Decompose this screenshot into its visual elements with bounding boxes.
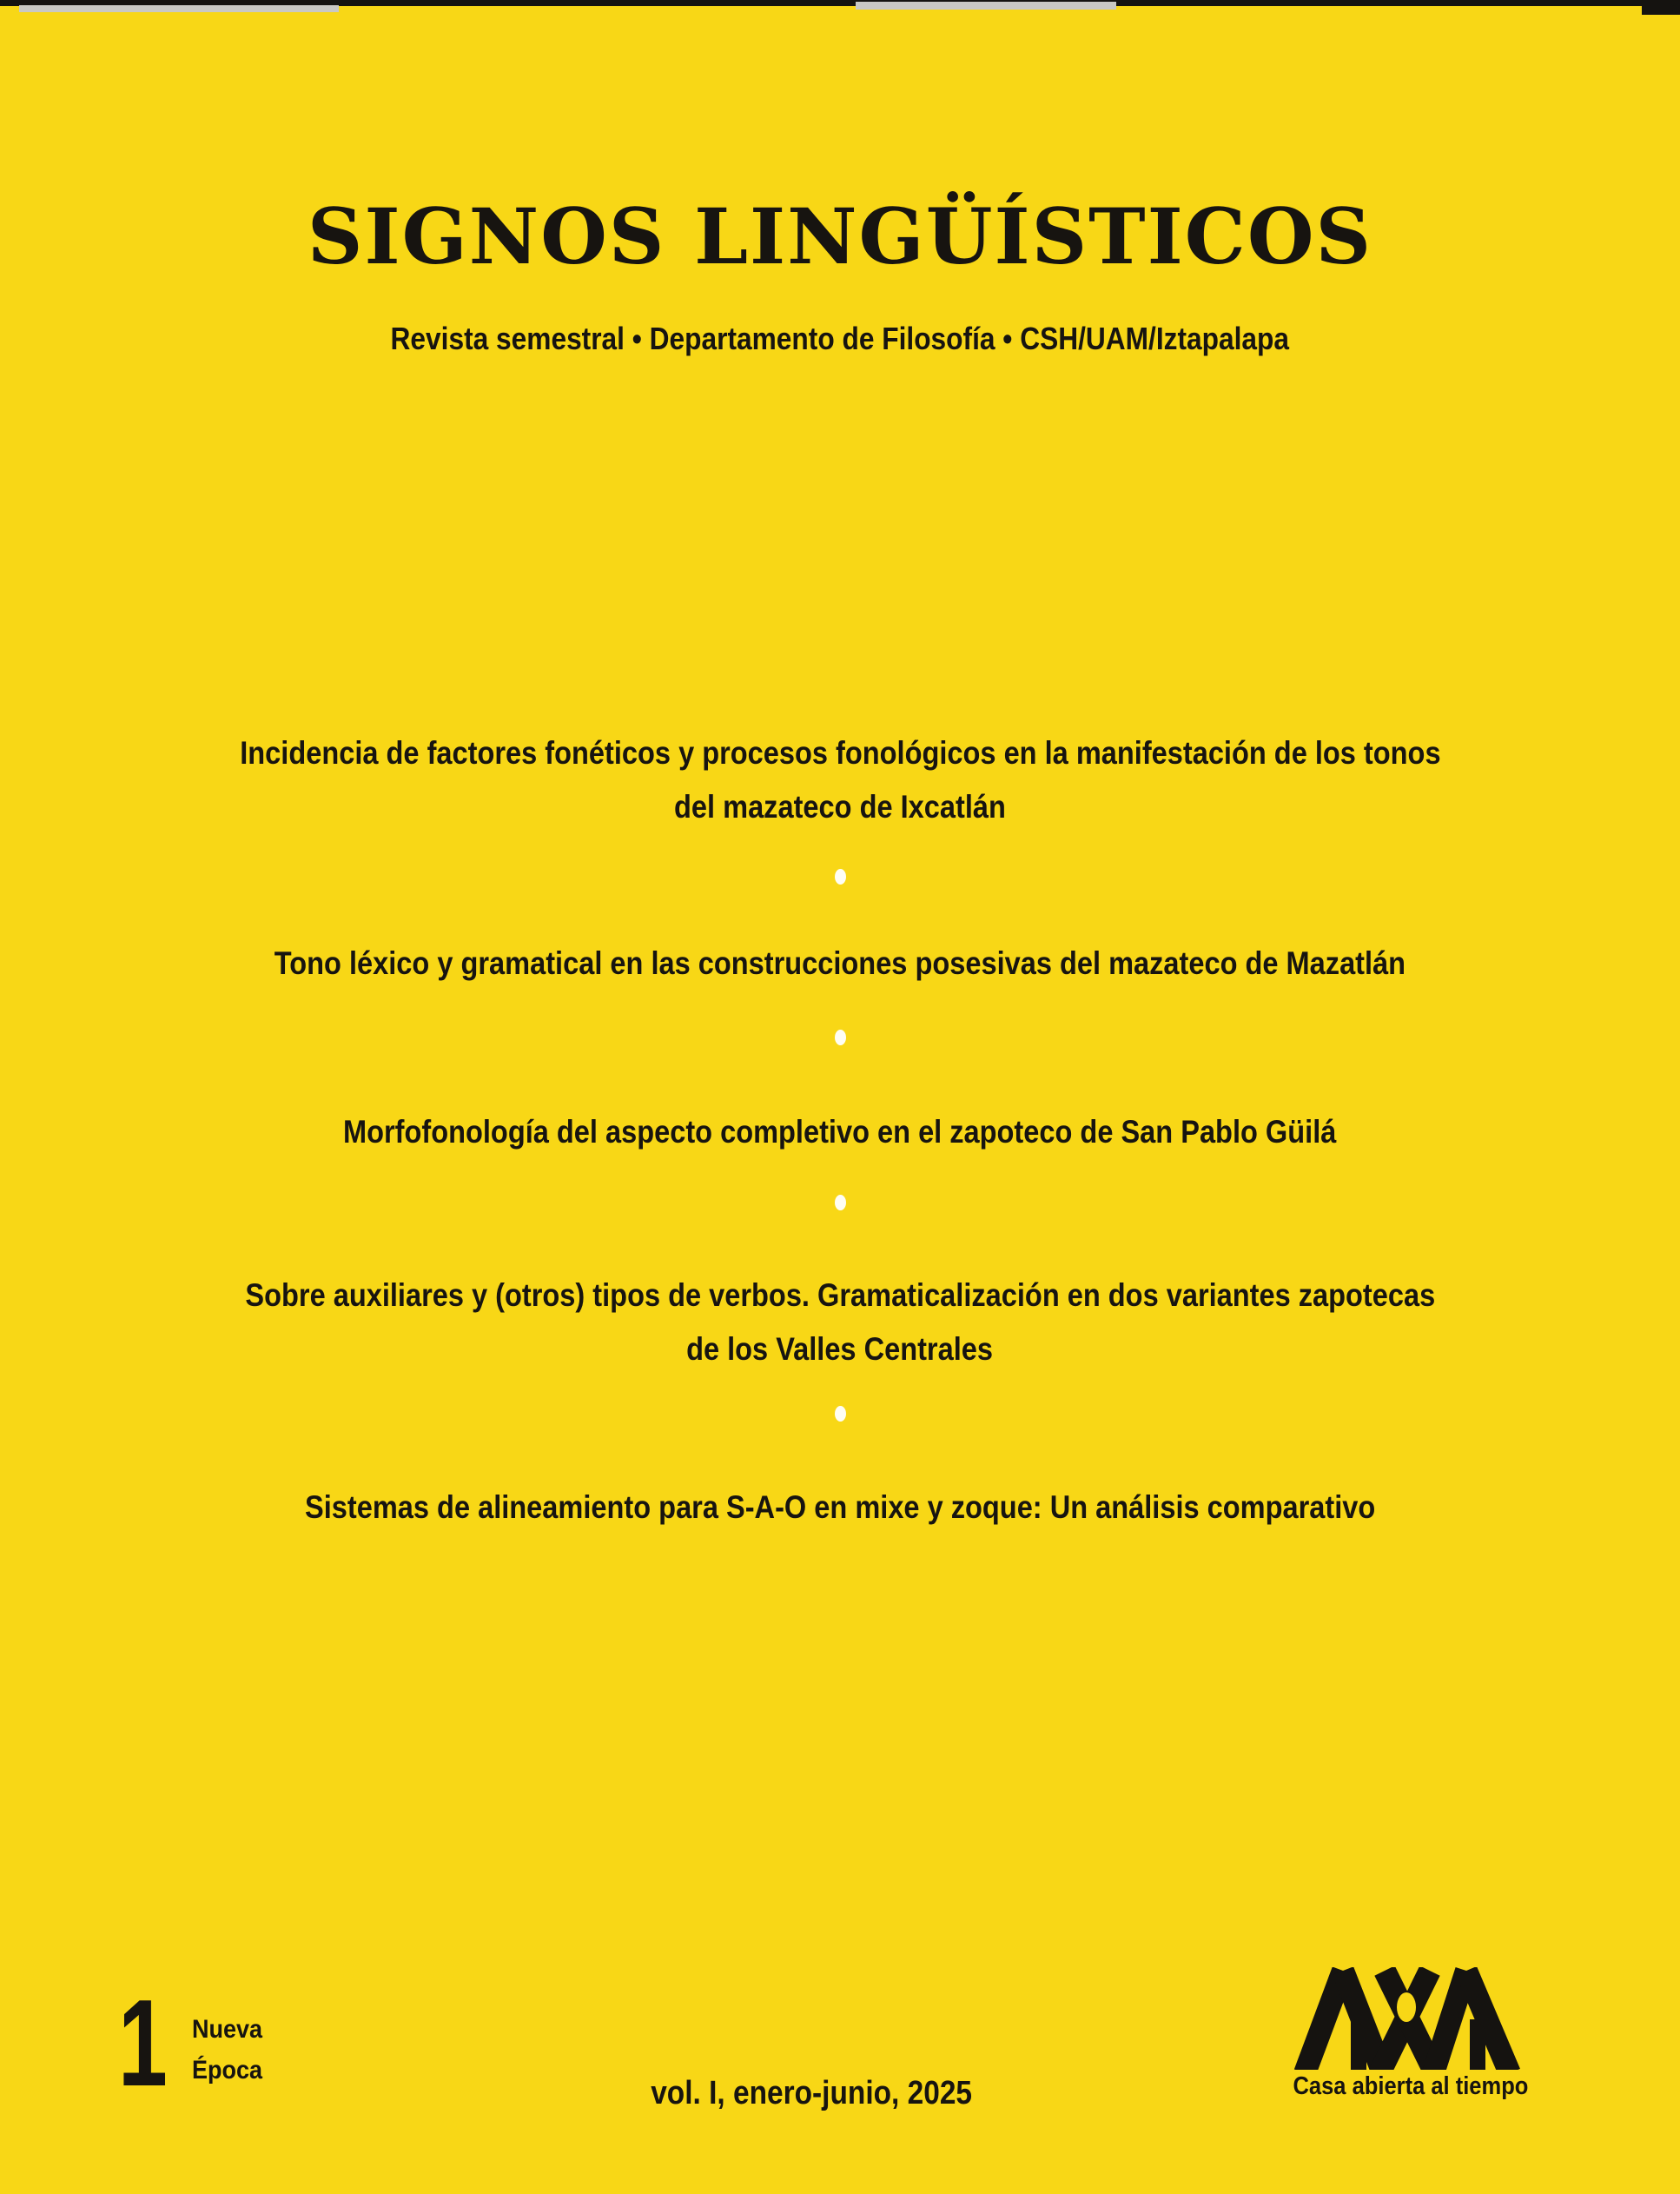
article-title-2 (0, 937, 1680, 991)
journal-title (0, 191, 1680, 282)
volume-line: vol. I, enero-junio, 2025 (651, 2075, 972, 2111)
article-title-4 (0, 1269, 1680, 1376)
article-title-4-line-1: Sobre auxiliares y (otros) tipos de verbos. Gramaticalización en dos variantes zapotecas (245, 1277, 1435, 1313)
journal-subtitle-text: Revista semestral • Departamento de Filosofía • CSH/UAM/Iztapalapa (390, 321, 1290, 356)
journal-subtitle (0, 320, 1680, 357)
article-title-2-line-1: Tono léxico y gramatical en las construcciones posesivas del mazateco de Mazatlán (274, 945, 1406, 981)
epoch-line-2: Época (191, 2056, 263, 2085)
publisher-logo-block (1277, 1967, 1538, 2101)
logo-motto: Casa abierta al tiempo (1293, 2072, 1529, 2100)
epoch-line-1: Nueva (191, 2015, 263, 2044)
bullet-separator-icon (835, 1195, 846, 1210)
journal-title-text: SIGNOS LINGÜÍSTICOS (307, 191, 1373, 282)
article-title-4-line-2: de los Valles Centrales (686, 1331, 994, 1367)
article-title-1-line-2: del mazateco de Ixcatlán (674, 789, 1006, 825)
bullet-separator-icon (835, 1406, 846, 1422)
scan-artifact-gray-left (19, 5, 339, 12)
scan-artifact-gray-center (856, 2, 1116, 10)
article-title-5-line-1: Sistemas de alineamiento para S-A-O en mixe y zoque: Un análisis comparativo (304, 1489, 1376, 1525)
article-title-5 (0, 1481, 1680, 1534)
article-title-1 (0, 726, 1680, 834)
article-title-3-line-1: Morfofonología del aspecto completivo en el zapoteco de San Pablo Güilá (343, 1114, 1337, 1150)
bullet-separator-icon (835, 869, 846, 885)
article-title-1-line-1: Incidencia de factores fonéticos y procesos fonológicos en la manifestación de los tonos (239, 735, 1441, 771)
article-title-3 (0, 1105, 1680, 1159)
issue-number: 1 (118, 1974, 168, 2112)
uam-logo-icon (1293, 1967, 1522, 2070)
bullet-separator-icon (835, 1030, 846, 1045)
scan-artifact-corner (1642, 0, 1680, 15)
